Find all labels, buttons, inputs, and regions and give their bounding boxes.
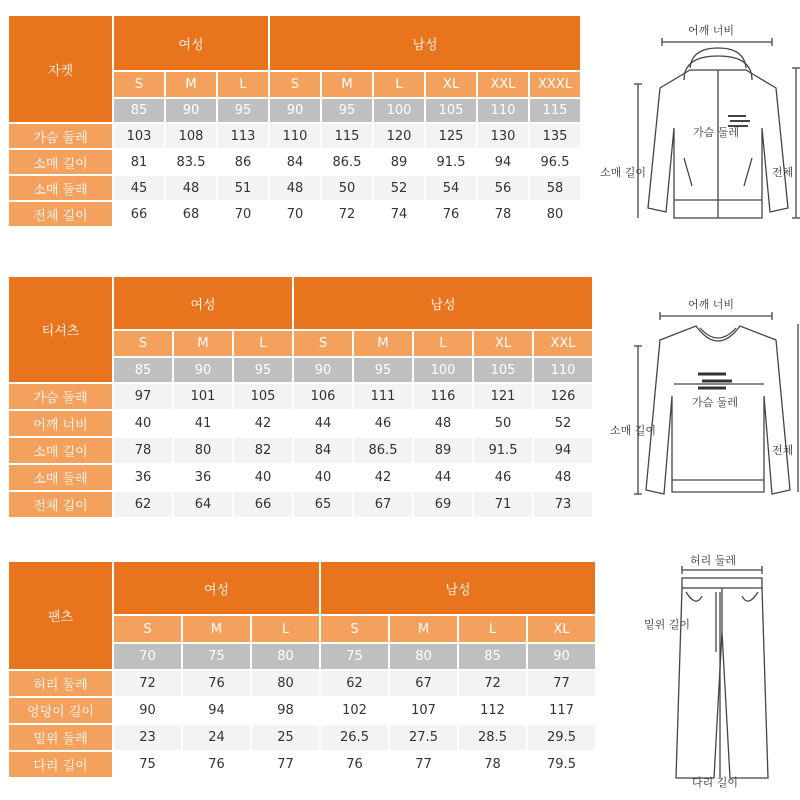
measurement-value: 80 [530,202,580,226]
measurement-value: 42 [354,465,412,490]
measurement-value: 77 [390,752,457,777]
measurement-value: 29.5 [528,725,595,750]
measurement-label: 가슴 둘레 [9,384,112,409]
measurement-value: 76 [183,752,250,777]
measurement-value: 76 [321,752,388,777]
brand-logo-icon [698,374,732,388]
table-row [9,698,595,723]
measurement-label: 소매 둘레 [9,176,112,200]
measurement-value: 23 [114,725,181,750]
size-letter-cell: M [322,72,372,97]
measurement-value: 50 [474,411,532,436]
size-letter-cell: L [374,72,424,97]
measurement-value: 48 [166,176,216,200]
tshirt-diagram [600,296,800,506]
men-header: 남성 [270,16,580,70]
total-length-label: 전체 [772,166,794,179]
size-number-cell: 100 [414,358,472,382]
measurement-value: 66 [234,492,292,517]
measurement-value: 96.5 [530,150,580,174]
measurement-value: 82 [234,438,292,463]
measurement-value: 98 [252,698,319,723]
measurement-value: 101 [174,384,232,409]
size-number-cell: 80 [390,644,457,669]
measurement-value: 73 [534,492,592,517]
table-row [9,176,580,200]
size-letter-cell: L [252,616,319,642]
measurement-value: 86.5 [354,438,412,463]
measurement-value: 130 [478,124,528,148]
measurement-value: 94 [534,438,592,463]
measurement-label: 소매 길이 [9,438,112,463]
jacket-illustration [600,18,800,228]
table-row [9,752,595,777]
measurement-value: 71 [474,492,532,517]
measurement-value: 80 [174,438,232,463]
measurement-value: 120 [374,124,424,148]
measurement-value: 44 [414,465,472,490]
size-letter-cell: L [414,331,472,356]
measurement-value: 116 [414,384,472,409]
measurement-value: 90 [114,698,181,723]
measurement-value: 52 [374,176,424,200]
measurement-label: 가슴 둘레 [9,124,112,148]
size-letter-cell: L [234,331,292,356]
measurement-value: 110 [270,124,320,148]
measurement-value: 27.5 [390,725,457,750]
size-number-cell: 110 [478,99,528,122]
size-letter-cell: M [174,331,232,356]
tshirt-size-table [7,275,594,519]
measurement-label: 허리 둘레 [9,671,112,696]
size-letter-cell: L [218,72,268,97]
measurement-value: 84 [294,438,352,463]
table-row [9,384,592,409]
measurement-value: 86.5 [322,150,372,174]
measurement-value: 72 [114,671,181,696]
measurement-value: 97 [114,384,172,409]
size-letter-cell: S [321,616,388,642]
rise-label: 밑위 길이 [644,618,691,631]
measurement-value: 46 [354,411,412,436]
size-table [7,275,594,519]
size-letter-cell: S [114,616,181,642]
measurement-value: 48 [534,465,592,490]
size-number-cell: 70 [114,644,181,669]
sleeve-length-label: 소매 길이 [610,424,657,437]
measurement-value: 81 [114,150,164,174]
size-number-cell: 95 [354,358,412,382]
pants-size-table [7,560,597,779]
measurement-value: 42 [234,411,292,436]
measurement-value: 41 [174,411,232,436]
measurement-value: 51 [218,176,268,200]
measurement-value: 77 [252,752,319,777]
women-header: 여성 [114,277,292,329]
measurement-value: 79.5 [528,752,595,777]
table-row [9,202,580,226]
chest-label: 가슴 둘레 [693,126,740,139]
size-number-cell: 95 [218,99,268,122]
size-number-cell: 100 [374,99,424,122]
measurement-value: 76 [183,671,250,696]
measurement-value: 126 [534,384,592,409]
size-number-cell: 75 [321,644,388,669]
measurement-value: 78 [114,438,172,463]
size-letter-cell: M [354,331,412,356]
sleeve-length-label: 소매 길이 [600,166,647,179]
size-letter-cell: XL [528,616,595,642]
size-table [7,560,597,779]
size-letter-cell: L [459,616,526,642]
measurement-value: 84 [270,150,320,174]
measurement-value: 25 [252,725,319,750]
table-row [9,438,592,463]
measurement-value: 115 [322,124,372,148]
shoulder-width-label: 어깨 너비 [688,24,735,37]
measurement-label: 다리 길이 [9,752,112,777]
size-number-cell: 90 [166,99,216,122]
size-letter-cell: S [294,331,352,356]
measurement-value: 54 [426,176,476,200]
size-letter-cell: M [166,72,216,97]
size-letter-cell: XXXL [530,72,580,97]
measurement-value: 70 [270,202,320,226]
size-number-cell: 110 [534,358,592,382]
measurement-value: 62 [114,492,172,517]
measurement-value: 103 [114,124,164,148]
measurement-value: 89 [374,150,424,174]
measurement-value: 75 [114,752,181,777]
measurement-value: 48 [270,176,320,200]
table-row [9,411,592,436]
measurement-label: 소매 길이 [9,150,112,174]
measurement-label: 밑위 둘레 [9,725,112,750]
measurement-value: 77 [528,671,595,696]
measurement-value: 36 [174,465,232,490]
shoulder-width-label: 어깨 너비 [688,298,735,311]
table-row [9,725,595,750]
measurement-value: 91.5 [474,438,532,463]
measurement-value: 111 [354,384,412,409]
pants-diagram [640,552,800,792]
size-letter-cell: M [390,616,457,642]
measurement-value: 105 [234,384,292,409]
size-letter-cell: M [183,616,250,642]
measurement-value: 67 [390,671,457,696]
measurement-value: 83.5 [166,150,216,174]
measurement-value: 113 [218,124,268,148]
size-letter-cell: XL [474,331,532,356]
jacket-diagram [600,18,800,228]
table-row [9,492,592,517]
table-row [9,671,595,696]
size-number-cell: 90 [174,358,232,382]
measurement-value: 58 [530,176,580,200]
measurement-value: 68 [166,202,216,226]
size-number-cell: 95 [234,358,292,382]
measurement-value: 112 [459,698,526,723]
measurement-value: 67 [354,492,412,517]
measurement-value: 89 [414,438,472,463]
men-header: 남성 [321,562,595,614]
size-letter-cell: S [270,72,320,97]
measurement-value: 108 [166,124,216,148]
measurement-value: 135 [530,124,580,148]
measurement-value: 44 [294,411,352,436]
jacket-size-table [7,14,582,228]
measurement-value: 76 [426,202,476,226]
size-number-cell: 90 [270,99,320,122]
measurement-value: 40 [114,411,172,436]
size-number-cell: 95 [322,99,372,122]
table-row [9,465,592,490]
measurement-label: 어깨 너비 [9,411,112,436]
measurement-value: 125 [426,124,476,148]
size-number-cell: 85 [114,358,172,382]
size-letter-cell: XXL [534,331,592,356]
size-letter-cell: XL [426,72,476,97]
measurement-value: 80 [252,671,319,696]
measurement-value: 106 [294,384,352,409]
measurement-value: 28.5 [459,725,526,750]
size-number-cell: 85 [459,644,526,669]
category-label: 팬츠 [9,562,112,669]
measurement-value: 64 [174,492,232,517]
measurement-value: 46 [474,465,532,490]
measurement-value: 56 [478,176,528,200]
measurement-value: 50 [322,176,372,200]
measurement-value: 66 [114,202,164,226]
measurement-label: 소매 둘레 [9,465,112,490]
measurement-value: 102 [321,698,388,723]
size-letter-cell: XXL [478,72,528,97]
measurement-value: 117 [528,698,595,723]
measurement-value: 40 [234,465,292,490]
men-header: 남성 [294,277,592,329]
size-number-cell: 115 [530,99,580,122]
measurement-rows [9,124,580,226]
measurement-value: 91.5 [426,150,476,174]
category-label: 티셔츠 [9,277,112,382]
chest-label: 가슴 둘레 [692,396,739,409]
size-number-cell: 85 [114,99,164,122]
measurement-value: 45 [114,176,164,200]
measurement-rows [9,384,592,517]
measurement-value: 65 [294,492,352,517]
measurement-value: 26.5 [321,725,388,750]
size-number-cell: 105 [474,358,532,382]
size-number-cell: 75 [183,644,250,669]
size-number-cell: 105 [426,99,476,122]
total-length-label: 전체 [772,444,794,457]
women-header: 여성 [114,16,268,70]
measurement-value: 48 [414,411,472,436]
measurement-value: 72 [459,671,526,696]
measurement-value: 86 [218,150,268,174]
measurement-value: 72 [322,202,372,226]
pants-illustration [640,552,800,792]
size-number-cell: 80 [252,644,319,669]
measurement-label: 엉덩이 길이 [9,698,112,723]
size-number-cell: 90 [528,644,595,669]
women-header: 여성 [114,562,319,614]
measurement-value: 78 [478,202,528,226]
measurement-label: 전체 길이 [9,492,112,517]
measurement-value: 69 [414,492,472,517]
leg-length-label: 다리 길이 [692,776,739,789]
size-table [7,14,582,228]
measurement-value: 94 [183,698,250,723]
measurement-value: 62 [321,671,388,696]
size-letter-cell: S [114,72,164,97]
measurement-value: 52 [534,411,592,436]
measurement-value: 70 [218,202,268,226]
table-row [9,124,580,148]
waist-label: 허리 둘레 [690,554,737,567]
size-letter-cell: S [114,331,172,356]
measurement-value: 94 [478,150,528,174]
size-number-cell: 90 [294,358,352,382]
measurement-label: 전체 길이 [9,202,112,226]
measurement-value: 78 [459,752,526,777]
measurement-value: 74 [374,202,424,226]
measurement-value: 107 [390,698,457,723]
table-row [9,150,580,174]
measurement-rows [9,671,595,777]
measurement-value: 121 [474,384,532,409]
category-label: 자켓 [9,16,112,122]
measurement-value: 36 [114,465,172,490]
measurement-value: 40 [294,465,352,490]
measurement-value: 24 [183,725,250,750]
